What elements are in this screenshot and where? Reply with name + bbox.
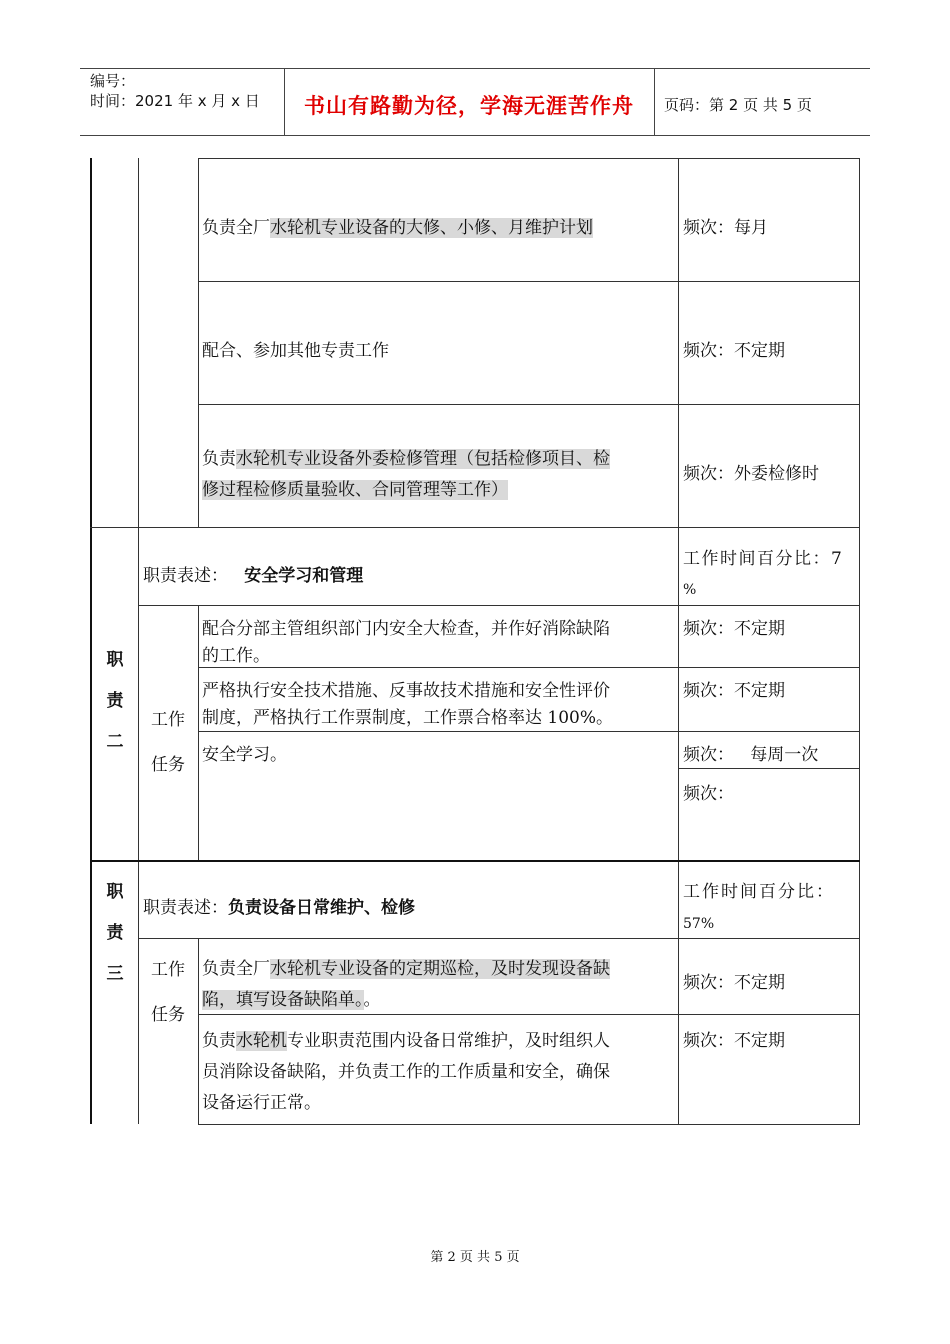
task-frequency: 频次：不定期 xyxy=(683,619,785,639)
row-line xyxy=(138,938,860,939)
task-frequency: 频次： 每周一次 xyxy=(683,745,819,765)
column-line xyxy=(198,605,199,860)
task-text: 配合、参加其他专责工作 xyxy=(202,341,389,361)
task-text: 负责全厂水轮机专业设备的大修、小修、月维护计划 xyxy=(202,218,593,238)
work-time-percentage: 工作时间百分比：7 xyxy=(683,549,844,569)
motto: 书山有路勤为径，学海无涯苦作舟 xyxy=(304,94,634,118)
column-line xyxy=(198,158,199,528)
page-info: 页码：第 2 页 共 5 页 xyxy=(664,96,812,114)
task-frequency: 频次：不定期 xyxy=(683,341,785,361)
page-footer: 第 2 页 共 5 页 xyxy=(430,1250,520,1265)
row-line xyxy=(198,281,860,282)
date-label: 时间：2021 年 x 月 x 日 xyxy=(90,92,260,110)
task-text: 负责水轮机专业职责范围内设备日常维护，及时组织人 员消除设备缺陷，并负责工作的工作质量和安全，确保 设备运行正常。 xyxy=(202,1031,610,1113)
row-line xyxy=(198,404,860,405)
work-task-label: 工作 任务 xyxy=(151,710,185,775)
header-divider xyxy=(654,68,655,136)
column-line xyxy=(138,158,139,1124)
section-line xyxy=(90,860,860,862)
duty-description: 职责表述：负责设备日常维护、检修 xyxy=(143,898,415,918)
task-text: 负责全厂水轮机专业设备的定期巡检，及时发现设备缺 陷，填写设备缺陷单。。 xyxy=(202,959,610,1010)
row-line xyxy=(198,158,860,159)
column-line xyxy=(198,938,199,1124)
work-time-percentage: % xyxy=(683,582,697,598)
column-line xyxy=(678,158,679,1124)
task-frequency: 频次：不定期 xyxy=(683,1031,785,1051)
work-task-label: 工作 任务 xyxy=(151,960,185,1025)
duty-description: 职责表述： 安全学习和管理 xyxy=(143,566,364,586)
task-frequency: 频次：不定期 xyxy=(683,681,785,701)
duty-two-label: 职 责 二 xyxy=(106,650,124,752)
work-time-percentage: 57% xyxy=(683,916,715,932)
header-bottom-rule xyxy=(80,135,870,136)
header-top-rule xyxy=(80,68,870,69)
task-text: 负责水轮机专业设备外委检修管理（包括检修项目、检 xyxy=(202,449,610,469)
task-frequency: 频次：不定期 xyxy=(683,973,785,993)
task-frequency: 频次：外委检修时 xyxy=(683,464,819,484)
task-text: 严格执行安全技术措施、反事故技术措施和安全性评价 制度，严格执行工作票制度，工作票合格率达 100%。 xyxy=(202,681,614,728)
task-text: 配合分部主管组织部门内安全大检查，并作好消除缺陷 的工作。 xyxy=(202,619,610,666)
task-frequency: 频次： xyxy=(683,784,734,804)
row-line xyxy=(138,605,860,606)
serial-label: 编号： xyxy=(90,72,136,90)
work-time-percentage: 工作时间百分比： xyxy=(683,882,835,902)
task-text: 修过程检修质量验收、合同管理等工作） xyxy=(202,480,508,500)
row-line xyxy=(90,527,860,528)
duty-three-label: 职 责 三 xyxy=(106,882,124,984)
task-frequency: 频次：每月 xyxy=(683,218,768,238)
table-right-border xyxy=(859,158,860,1124)
table-left-border xyxy=(90,158,92,1124)
row-line xyxy=(198,1124,860,1125)
task-text: 安全学习。 xyxy=(202,745,287,765)
